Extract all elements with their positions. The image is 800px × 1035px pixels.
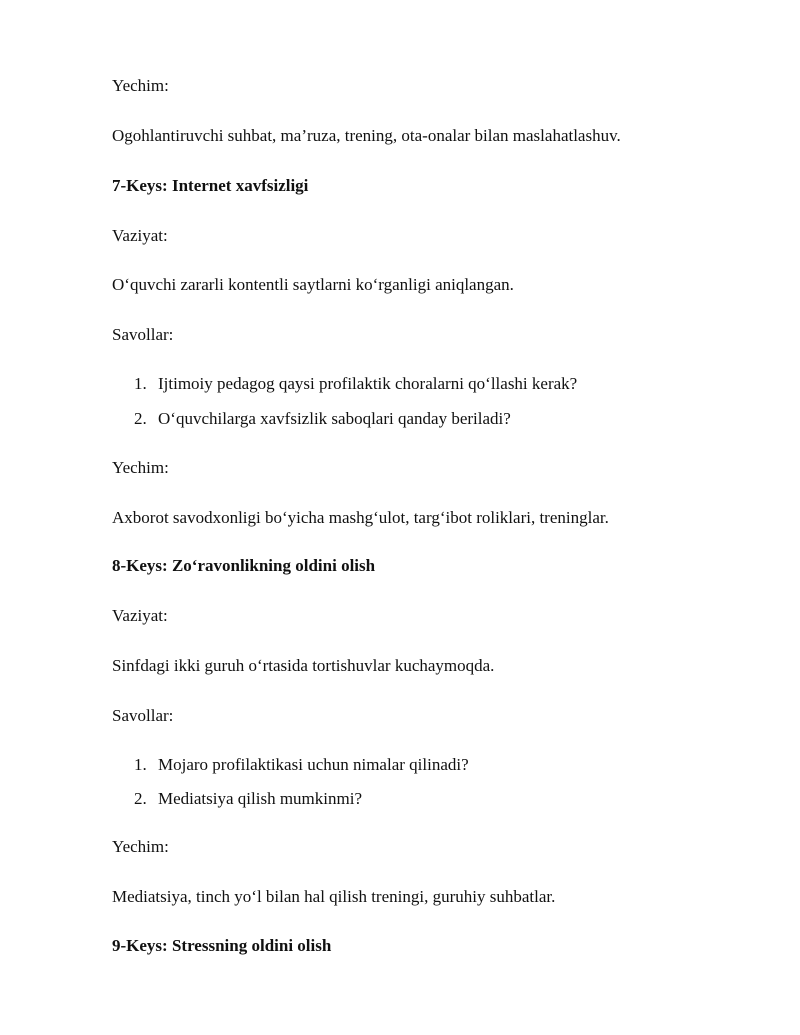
case-7-savollar-label: Savollar: (112, 325, 174, 344)
list-item-text: Mojaro profilaktikasi uchun nimalar qilinadi? (158, 755, 469, 774)
case-8-vaziyat-label: Vaziyat: (112, 606, 168, 625)
list-number: 2. (134, 409, 147, 428)
list-item-text: O‘quvchilarga xavfsizlik saboqlari qanday beriladi? (158, 409, 511, 428)
case-7-question-2 (134, 409, 511, 429)
case-9-title: 9-Keys: Stressning oldini olish (112, 936, 332, 955)
case-7-yechim-label: Yechim: (112, 458, 169, 477)
yechim-text: Ogohlantiruvchi suhbat, ma’ruza, trening, ota-onalar bilan maslahatlashuv. (112, 126, 621, 145)
list-item-text: Mediatsiya qilish mumkinmi? (158, 789, 362, 808)
case-8-yechim-label: Yechim: (112, 837, 169, 856)
case-8-yechim-text: Mediatsiya, tinch yo‘l bilan hal qilish treningi, guruhiy suhbatlar. (112, 887, 556, 906)
list-number: 1. (134, 374, 147, 393)
case-8-savollar-label: Savollar: (112, 706, 174, 725)
case-7-vaziyat-label: Vaziyat: (112, 226, 168, 245)
yechim-label: Yechim: (112, 76, 169, 95)
list-number: 1. (134, 755, 147, 774)
case-7-yechim-text: Axborot savodxonligi bo‘yicha mashg‘ulot, targ‘ibot roliklari, treninglar. (112, 508, 609, 527)
list-number: 2. (134, 789, 147, 808)
case-7-question-1 (134, 374, 577, 394)
case-8-question-2 (134, 789, 362, 809)
case-7-vaziyat-text: O‘quvchi zararli kontentli saytlarni ko‘rganligi aniqlangan. (112, 275, 514, 294)
case-7-title: 7-Keys: Internet xavfsizligi (112, 176, 309, 195)
case-8-title: 8-Keys: Zo‘ravonlikning oldini olish (112, 556, 376, 575)
list-item-text: Ijtimoiy pedagog qaysi profilaktik choralarni qo‘llashi kerak? (158, 374, 578, 393)
case-8-vaziyat-text: Sinfdagi ikki guruh o‘rtasida tortishuvlar kuchaymoqda. (112, 656, 495, 675)
case-8-question-1 (134, 755, 469, 775)
